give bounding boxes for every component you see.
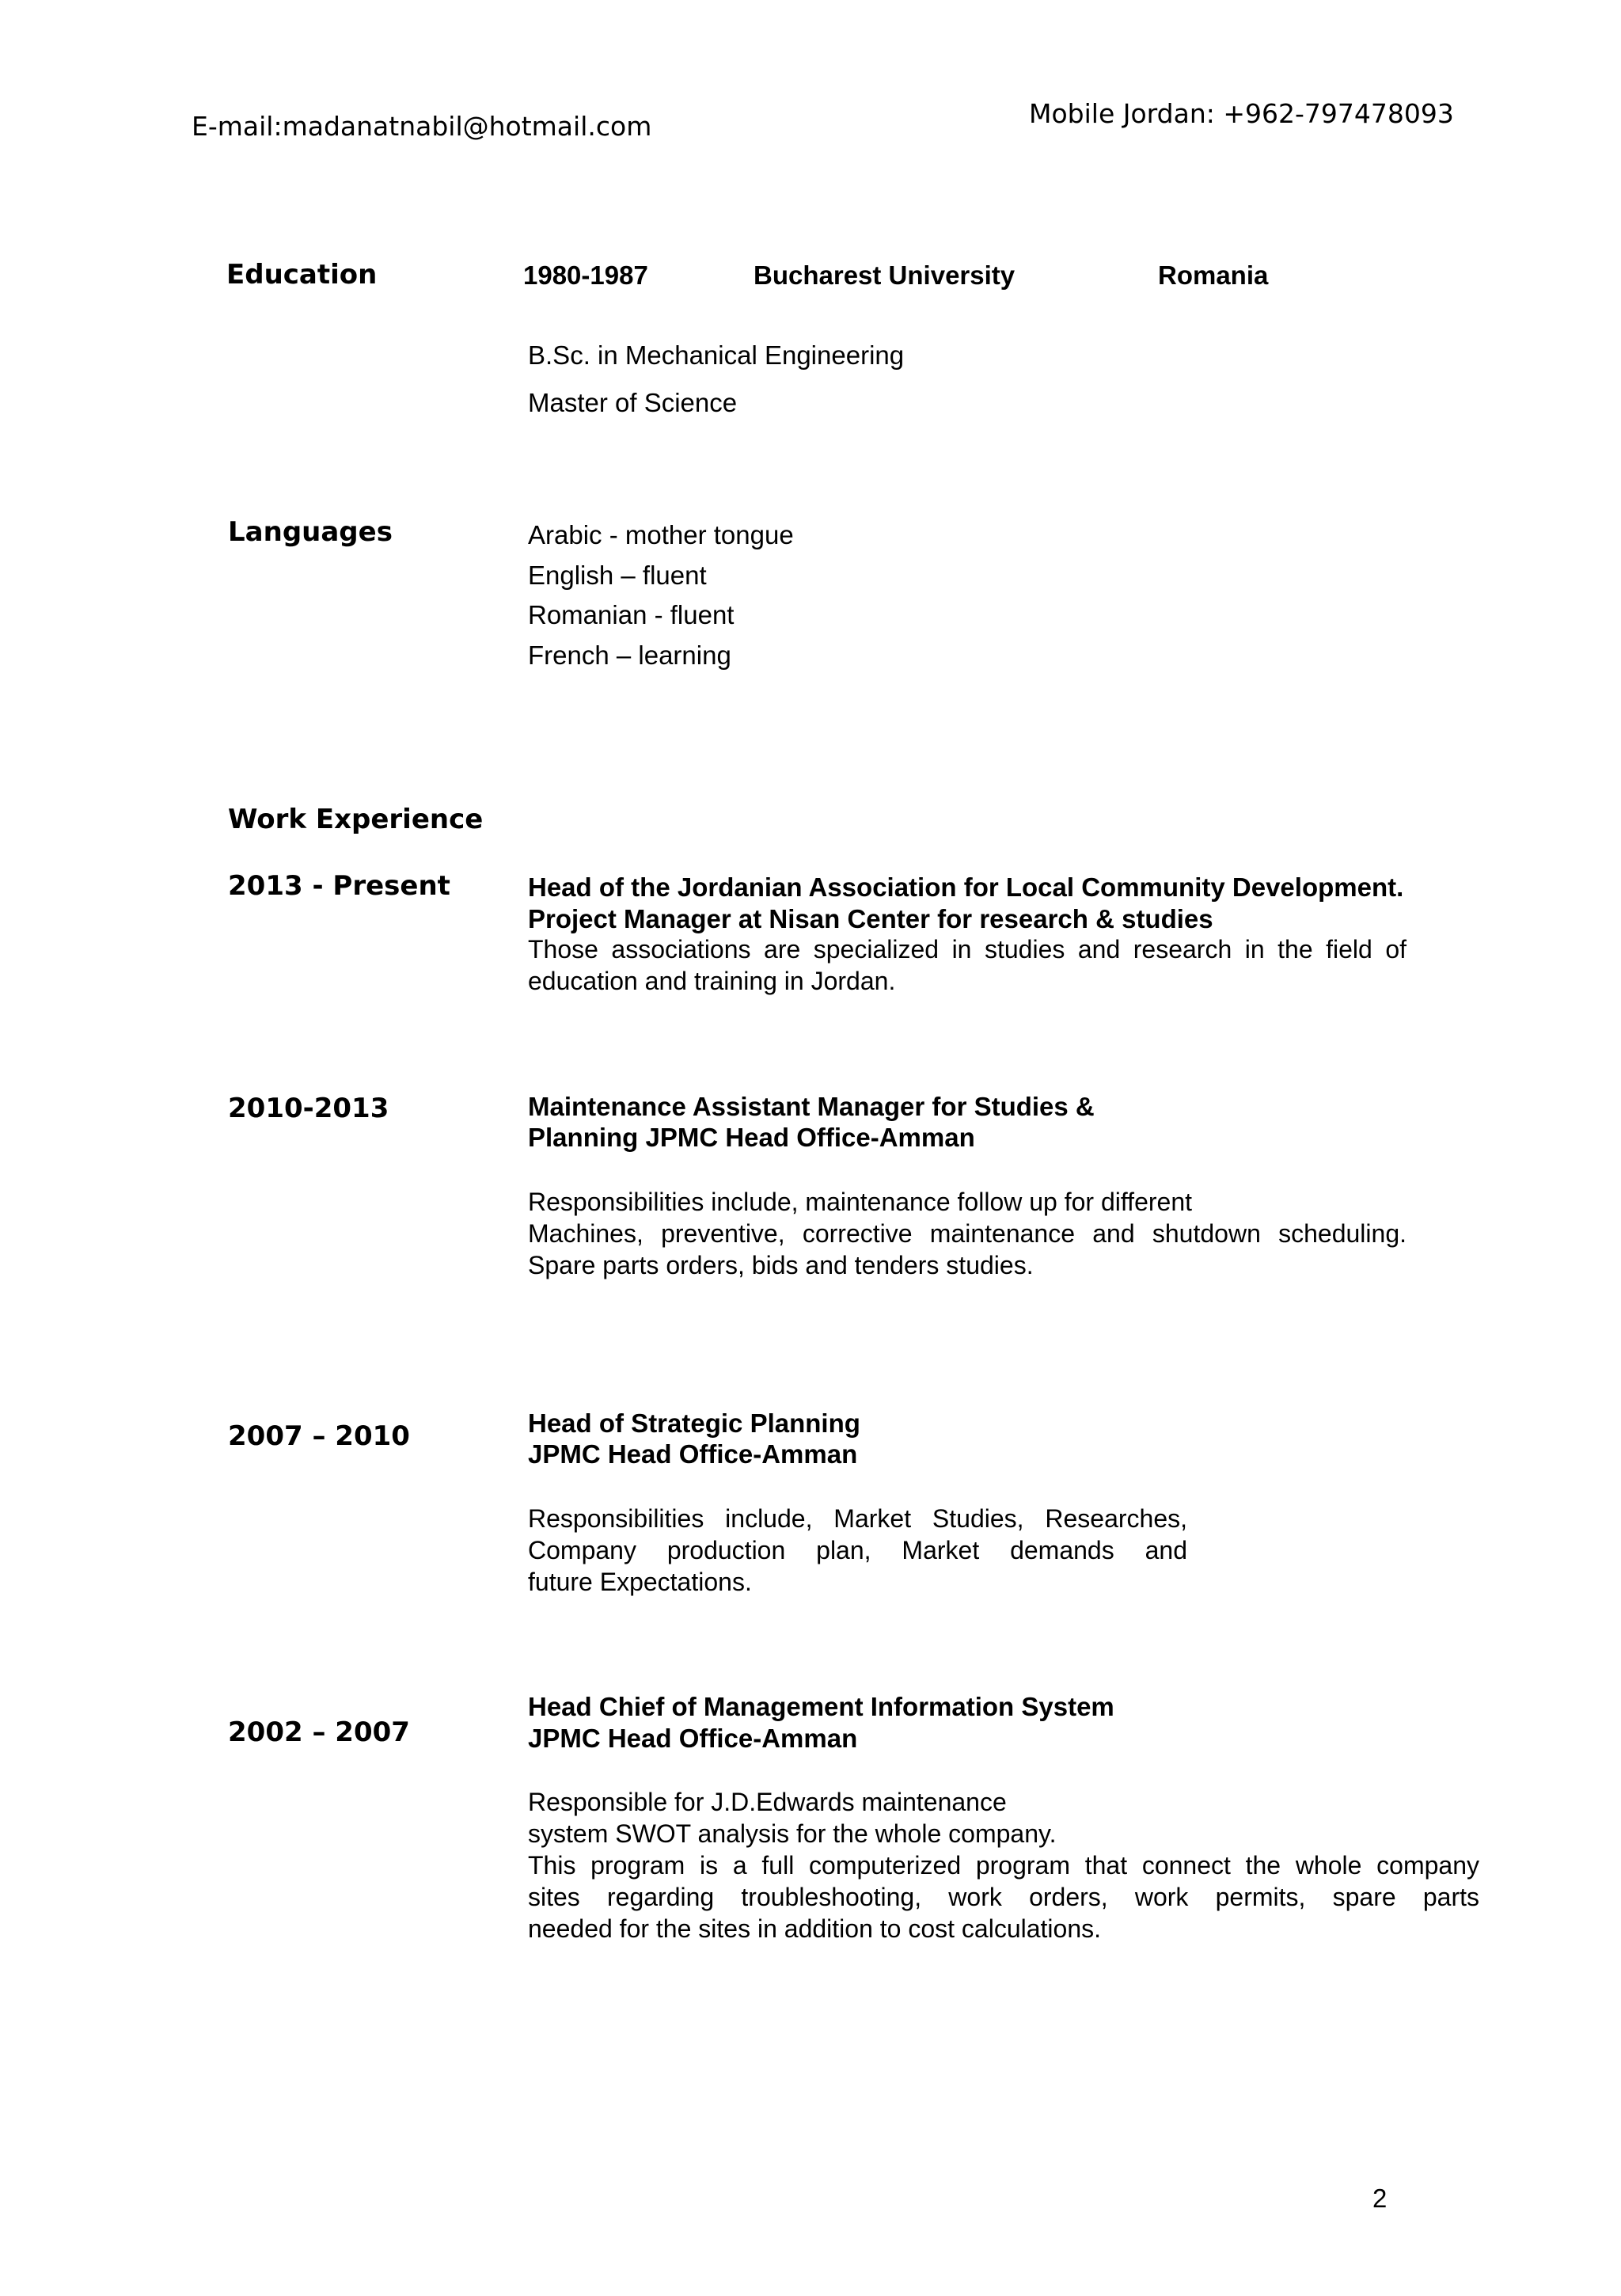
job-title: Head of Strategic Planning [528, 1408, 860, 1438]
job-dates: 2013 - Present [228, 870, 450, 902]
language-item: English – fluent [528, 561, 707, 590]
education-university: Bucharest University [754, 260, 1015, 290]
job-description-line: This program is a full computerized program that connect the whole company [528, 1851, 1479, 1880]
job-title: Maintenance Assistant Manager for Studies & [528, 1092, 1095, 1121]
job-description-line: Spare parts orders, bids and tenders studies. [528, 1251, 1034, 1279]
job-title: JPMC Head Office-Amman [528, 1724, 858, 1753]
job-title: JPMC Head Office-Amman [528, 1439, 858, 1469]
header-mobile: Mobile Jordan: +962-797478093 [1029, 98, 1454, 129]
job-description-line: Those associations are specialized in studies and research in the field of [528, 935, 1407, 964]
job-description [528, 1786, 1479, 1944]
job-description [528, 933, 1407, 997]
page-number: 2 [1372, 2184, 1388, 2213]
job-description-line: sites regarding troubleshooting, work orders, work permits, spare parts [528, 1883, 1479, 1911]
education-title: Education [226, 259, 378, 291]
language-item: French – learning [528, 641, 731, 670]
job-dates: 2010-2013 [228, 1093, 389, 1124]
job-description-line: Company production plan, Market demands and [528, 1536, 1187, 1564]
job-description-line: Responsibilities include, Market Studies, Researches, [528, 1504, 1187, 1533]
job-description [528, 1186, 1407, 1281]
job-description-line: education and training in Jordan. [528, 967, 896, 995]
education-country: Romania [1158, 260, 1269, 290]
education-degree: B.Sc. in Mechanical Engineering [528, 340, 905, 370]
job-description-line: needed for the sites in addition to cost calculations. [528, 1914, 1101, 1943]
header-email: E-mail:madanatnabil@hotmail.com [192, 111, 652, 142]
job-title: Project Manager at Nisan Center for research & studies [528, 904, 1213, 933]
job-description-line: future Expectations. [528, 1568, 752, 1596]
language-item: Arabic - mother tongue [528, 520, 794, 549]
education-degree: Master of Science [528, 388, 738, 417]
job-description [528, 1503, 1187, 1598]
job-title: Head of the Jordanian Association for Local Community Development. [528, 872, 1404, 902]
job-description-line: system SWOT analysis for the whole company. [528, 1819, 1057, 1848]
job-dates: 2002 – 2007 [228, 1716, 410, 1748]
education-years: 1980-1987 [523, 260, 648, 290]
languages-title: Languages [228, 516, 393, 548]
job-description-line: Responsible for J.D.Edwards maintenance [528, 1788, 1007, 1816]
language-item: Romanian - fluent [528, 600, 735, 629]
job-description-line: Responsibilities include, maintenance follow up for different [528, 1188, 1192, 1216]
work-experience-title: Work Experience [228, 804, 484, 835]
job-dates: 2007 – 2010 [228, 1420, 410, 1452]
job-description-line: Machines, preventive, corrective maintenance and shutdown scheduling. [528, 1219, 1407, 1248]
job-title: Head Chief of Management Information System [528, 1692, 1114, 1721]
job-title: Planning JPMC Head Office-Amman [528, 1123, 975, 1152]
